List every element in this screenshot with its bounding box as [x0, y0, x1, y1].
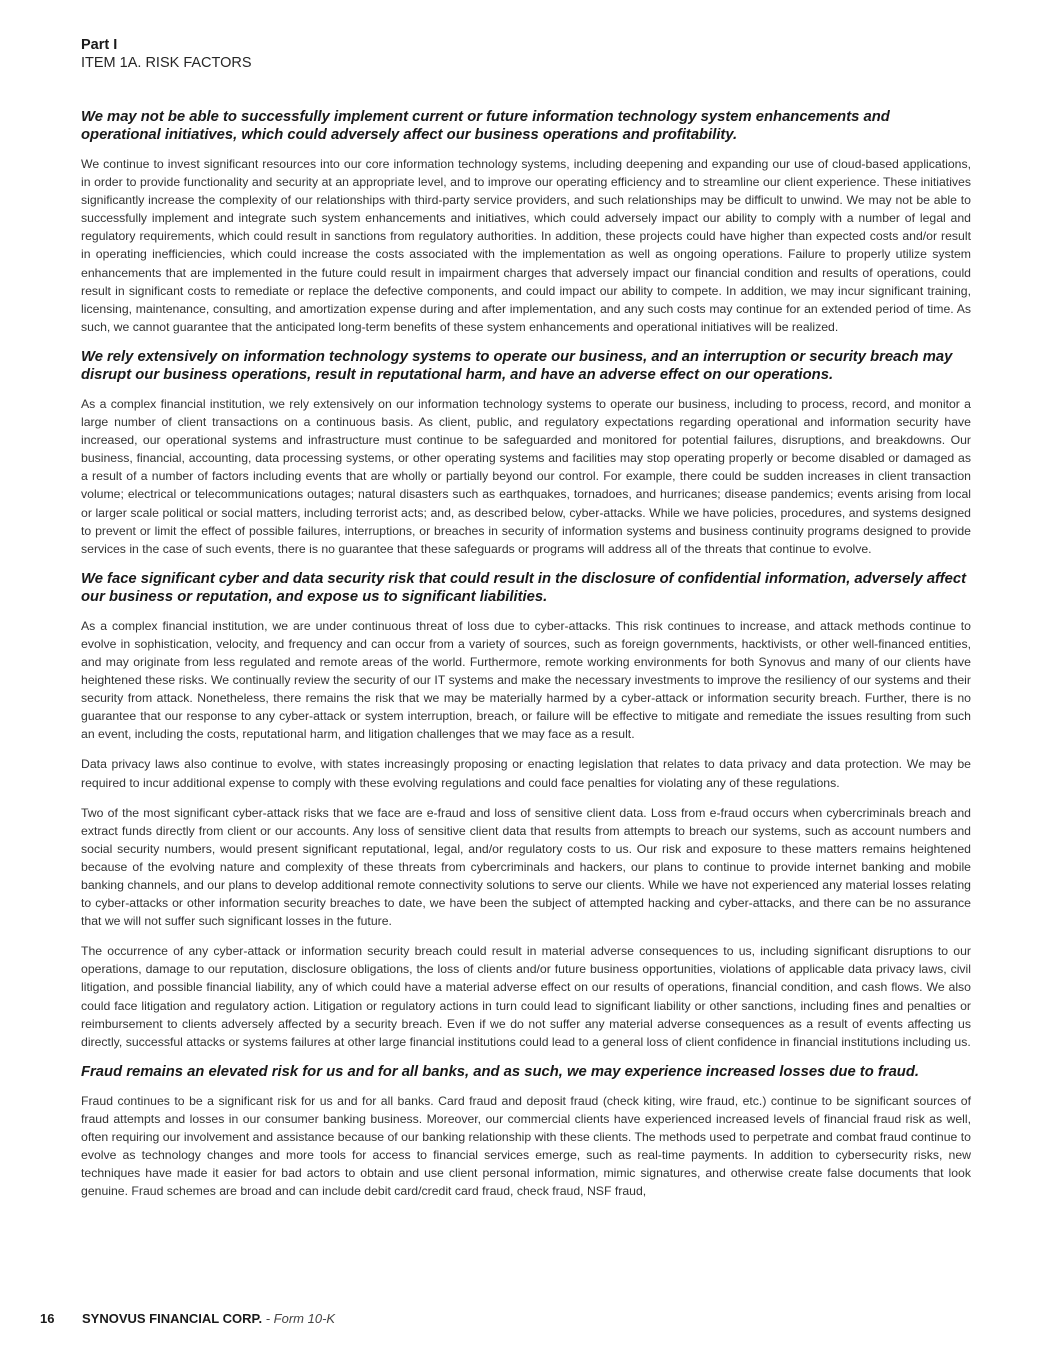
section-paragraph: Fraud continues to be a significant risk for us and for all banks. Card fraud and deposit fraud (check kiting, wire fraud, etc.) continue to be significant sources of fraud attempts and losses in our consumer banking business. Moreover, our commercial clients have experienced increased levels of financial fraud risk as well, often requiring our involvement and assistance because of our banking relationship with these clients. The methods used to perpetrate and combat fraud continue to evolve as technology changes and more tools for access to financial services emerge, such as real-time payments. In addition to cybersecurity risks, new techniques have made it easier for bad actors to obtain and use client personal information, mimic signatures, and otherwise create false documents that look genuine. Fraud schemes are broad and can include debit card/credit card fraud, check fraud, NSF fraud, [81, 1093, 971, 1199]
section-heading: We rely extensively on information technology systems to operate our business, and an interruption or security breach may disrupt our business operations, result in reputational harm, and have an adverse effect on our operations. [81, 348, 953, 383]
company-name: SYNOVUS FINANCIAL CORP. [82, 1311, 263, 1326]
section-paragraph: The occurrence of any cyber-attack or information security breach could result in material adverse consequences to us, including significant disruptions to our operations, damage to our reputation, disclosure obligations, the loss of clients and/or future business opportunities, violations of applicable data privacy laws, civil litigation, and possible financial liability, any of which could have a material adverse effect on our results of operations, financial condition, and cash flows. We also could face litigation and regulatory action. Litigation or regulatory actions in turn could lead to significant liability or other sanctions, including fines and penalties or reimbursement to clients adversely affected by a security breach. Even if we do not suffer any material adverse consequences as a result of events affecting us directly, successful attacks or systems failures at other large financial institutions could lead to a general loss of client confidence in financial institutions including us. [81, 944, 971, 1049]
document-body [81, 108, 971, 1212]
item-title: ITEM 1A. RISK FACTORS [81, 55, 252, 71]
section-heading: Fraud remains an elevated risk for us and for all banks, and as such, we may experience increased losses due to fraud. [81, 1063, 919, 1080]
section-paragraph: As a complex financial institution, we are under continuous threat of loss due to cyber-attacks. This risk continues to increase, and attack methods continue to evolve in sophistication, velocity, and frequency and can occur from a variety of sources, such as foreign governments, hacktivists, or other well-financed entities, and may originate from less regulated and remote areas of the world. Furthermore, remote working environments for both Synovus and many of our clients have heightened these risks. We continually review the security of our IT systems and make the necessary investments to improve the resiliency of our systems and their security from attack. Nonetheless, there remains the risk that we may be materially harmed by a cyber-attack or information security breach. Further, there is no guarantee that our response to any cyber-attack or system interruption, breach, or failure will be effective to mitigate and remediate the issues resulting from such an event, including the costs, reputational harm, and litigation challenges that we may face as a result. [81, 618, 971, 742]
page-header [81, 36, 252, 73]
section-paragraph: As a complex financial institution, we rely extensively on our information technology systems to operate our business, including to process, record, and monitor a large number of client transactions on a continuous basis. As client, public, and regulatory expectations regarding operational and information security have increased, our operational systems and infrastructure must continue to be safeguarded and monitored for potential failures, disruptions, and breakdowns. Our business, financial, accounting, data processing systems, or other operating systems and facilities may stop operating properly or become disabled or damaged as a result of a number of factors including events that are wholly or partially beyond our control. For example, there could be sudden increases in client transaction volume; electrical or telecommunications outages; natural disasters such as earthquakes, tornadoes, and hurricanes; disease pandemics; events arising from local or larger scale political or social matters, including terrorist acts; and, as described below, cyber-attacks. While we have policies, procedures, and systems designed to prevent or limit the effect of possible failures, interruptions, or breaches in security of information systems and business continuity programs designed to provide services in the case of such events, there is no guarantee that these safeguards or programs will address all of the threats that continue to evolve. [81, 396, 971, 556]
section-fraud-risk [81, 1063, 971, 1201]
page-number: 16 [40, 1311, 55, 1326]
section-it-systems-reliance [81, 348, 971, 558]
part-label: Part I [81, 37, 118, 53]
form-type: - Form 10-K [262, 1311, 336, 1326]
section-heading: We may not be able to successfully implement current or future information technology system enhancements and operational initiatives, which could adversely affect our business operations and profitability. [81, 109, 890, 143]
page-footer [40, 1311, 335, 1326]
section-paragraph: We continue to invest significant resources into our core information technology systems, including deepening and expanding our use of cloud-based applications, in order to provide functionality and security at an appropriate level, and to improve our operating efficiency and to streamline our client experience. These initiatives significantly increase the complexity of our relationships with third-party service providers, and such relationships may be difficult to unwind. We may not be able to successfully implement and integrate such system enhancements and initiatives, which could adversely impact our ability to comply with a number of legal and regulatory requirements, which could result in sanctions from regulatory authorities. In addition, these projects could have higher than expected costs and/or result in operating inefficiencies, which could increase the costs associated with the implementation as well as ongoing operations. Failure to properly utilize system enhancements that are implemented in the future could result in impairment charges that adversely impact our financial condition and results of operations, could result in significant costs to remediate or replace the defective components, and could impact our ability to compete. In addition, we may incur significant training, licensing, maintenance, consulting, and amortization expense during and after implementation, and any such costs may continue for an extended period of time. As such, we cannot guarantee that the anticipated long-term benefits of these system enhancements and operational initiatives will be realized. [81, 157, 971, 334]
section-paragraph: Two of the most significant cyber-attack risks that we face are e-fraud and loss of sensitive client data. Loss from e-fraud occurs when cybercriminals breach and extract funds directly from client or our accounts. Any loss of sensitive client data that results from attempts to breach our systems, such as account numbers and social security numbers, would present significant reputational, legal, and/or regulatory costs to us. Our risk and exposure to these matters remains heightened because of the evolving nature and complexity of these threats from cybercriminals and hackers, our plans to continue to provide internet banking and mobile banking channels, and our plans to develop additional remote connectivity solutions to serve our clients. While we have not experienced any material losses relating to cyber-attacks or other information security breaches to date, we have been the subject of attempted hacking and cyber-attacks, and there can be no assurance that we will not suffer such significant losses in the future. [81, 805, 971, 929]
section-cyber-risk [81, 570, 971, 1051]
section-heading: We face significant cyber and data security risk that could result in the disclosure of confidential information, adversely affect our business or reputation, and expose us to significant liabilities. [81, 570, 967, 605]
section-it-enhancements [81, 108, 971, 336]
section-paragraph: Data privacy laws also continue to evolve, with states increasingly proposing or enacting legislation that relates to data privacy and data protection. We may be required to incur additional expense to comply with these evolving regulations and could face penalties for violating any of these regulations. [81, 757, 971, 790]
